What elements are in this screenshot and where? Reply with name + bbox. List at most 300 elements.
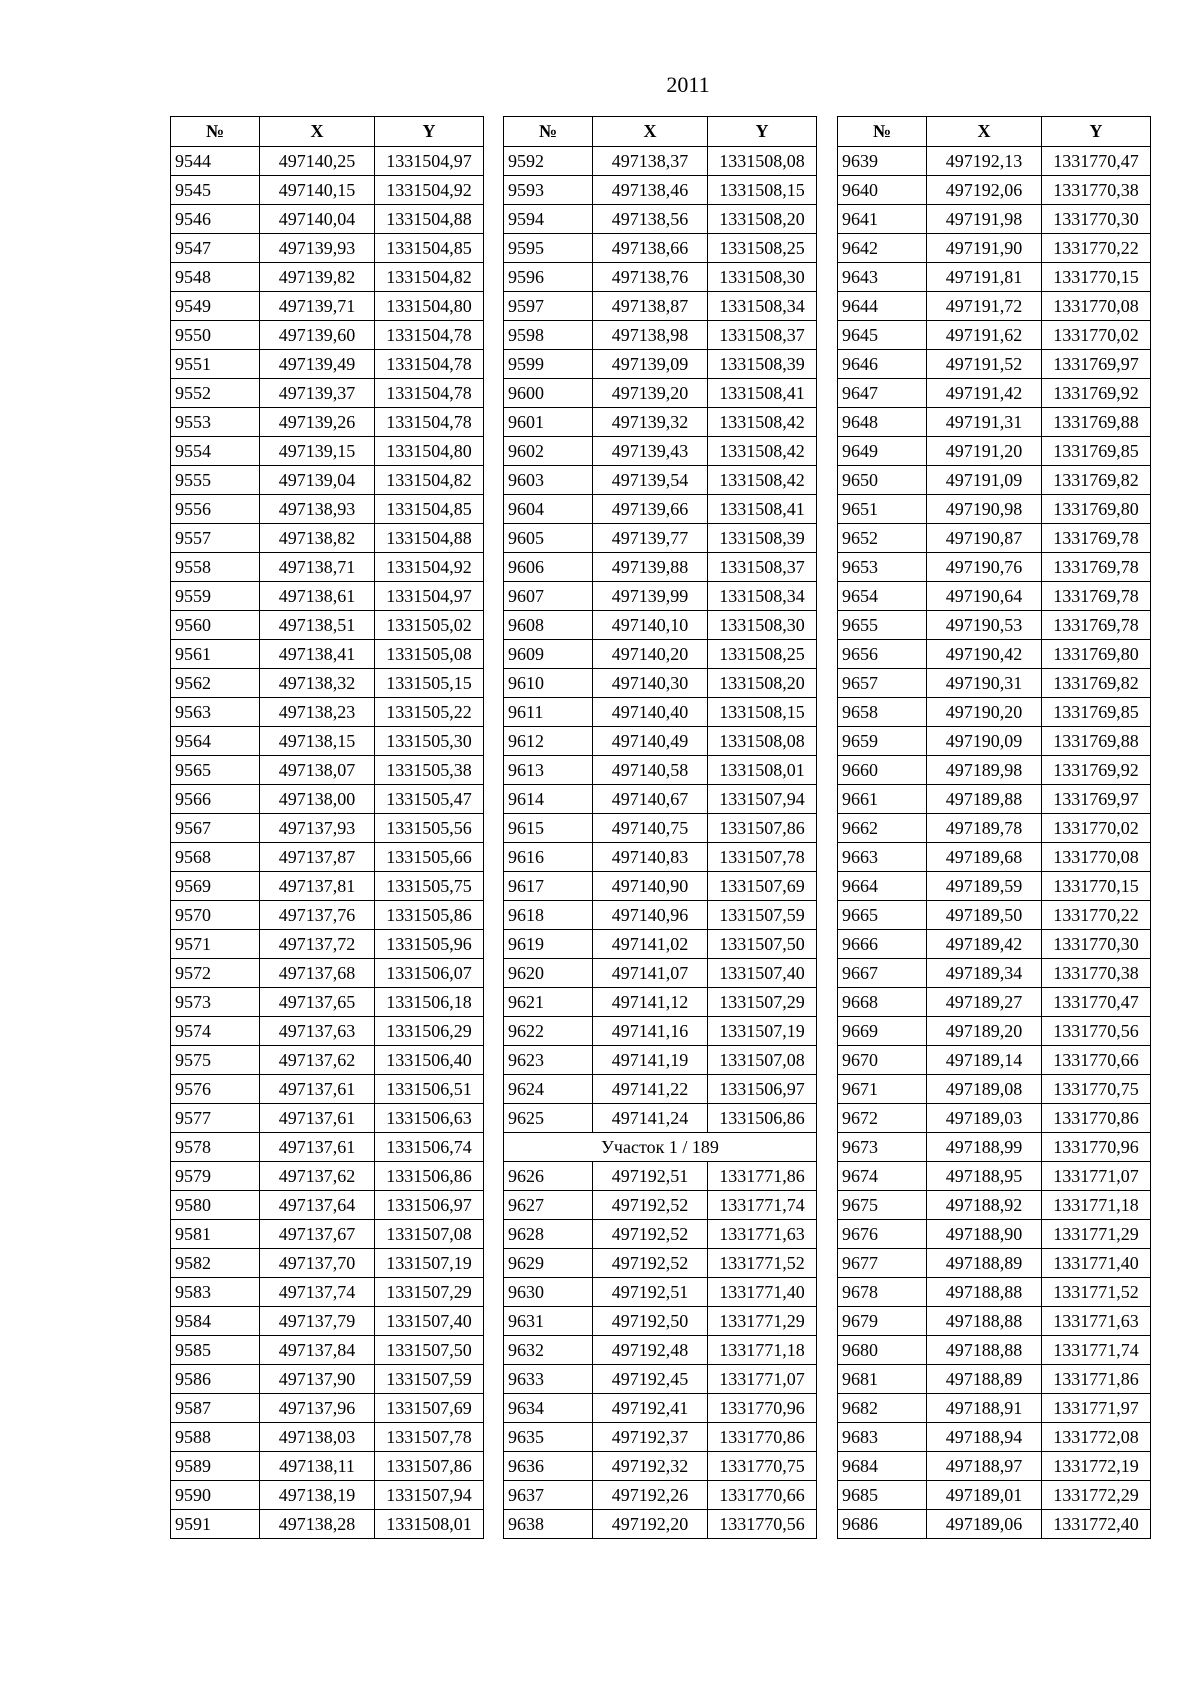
point-number-cell: 9551	[171, 350, 260, 379]
y-coordinate-cell: 1331505,02	[375, 611, 484, 640]
y-coordinate-cell: 1331771,18	[1042, 1191, 1151, 1220]
point-number-cell: 9644	[838, 292, 927, 321]
x-coordinate-cell: 497141,07	[593, 959, 708, 988]
point-number-cell: 9610	[504, 669, 593, 698]
table-row	[838, 321, 1151, 350]
x-coordinate-cell: 497140,10	[593, 611, 708, 640]
x-coordinate-cell: 497137,61	[260, 1104, 375, 1133]
table-row	[504, 350, 817, 379]
x-coordinate-cell: 497139,15	[260, 437, 375, 466]
y-coordinate-cell: 1331508,34	[708, 292, 817, 321]
column-header-y: Y	[375, 117, 484, 147]
y-coordinate-cell: 1331769,78	[1042, 524, 1151, 553]
table-row	[504, 437, 817, 466]
table-row	[504, 147, 817, 176]
y-coordinate-cell: 1331770,66	[708, 1481, 817, 1510]
y-coordinate-cell: 1331505,66	[375, 843, 484, 872]
point-number-cell: 9588	[171, 1423, 260, 1452]
y-coordinate-cell: 1331770,96	[1042, 1133, 1151, 1162]
point-number-cell: 9658	[838, 698, 927, 727]
y-coordinate-cell: 1331505,15	[375, 669, 484, 698]
x-coordinate-cell: 497139,54	[593, 466, 708, 495]
table-row	[171, 147, 484, 176]
table-header-row	[171, 117, 484, 147]
point-number-cell: 9590	[171, 1481, 260, 1510]
point-number-cell: 9573	[171, 988, 260, 1017]
point-number-cell: 9552	[171, 379, 260, 408]
table-row	[838, 1191, 1151, 1220]
point-number-cell: 9606	[504, 553, 593, 582]
y-coordinate-cell: 1331507,08	[708, 1046, 817, 1075]
x-coordinate-cell: 497140,75	[593, 814, 708, 843]
point-number-cell: 9583	[171, 1278, 260, 1307]
x-coordinate-cell: 497138,37	[593, 147, 708, 176]
point-number-cell: 9582	[171, 1249, 260, 1278]
table-row	[171, 1191, 484, 1220]
point-number-cell: 9558	[171, 553, 260, 582]
table-row	[504, 1249, 817, 1278]
table-row	[838, 234, 1151, 263]
y-coordinate-cell: 1331505,38	[375, 756, 484, 785]
y-coordinate-cell: 1331508,20	[708, 205, 817, 234]
point-number-cell: 9673	[838, 1133, 927, 1162]
x-coordinate-cell: 497188,97	[927, 1452, 1042, 1481]
point-number-cell: 9650	[838, 466, 927, 495]
table-row	[838, 988, 1151, 1017]
x-coordinate-cell: 497139,93	[260, 234, 375, 263]
table-row	[838, 814, 1151, 843]
point-number-cell: 9633	[504, 1365, 593, 1394]
point-number-cell: 9661	[838, 785, 927, 814]
point-number-cell: 9649	[838, 437, 927, 466]
table-row	[171, 176, 484, 205]
y-coordinate-cell: 1331770,30	[1042, 930, 1151, 959]
y-coordinate-cell: 1331505,56	[375, 814, 484, 843]
y-coordinate-cell: 1331507,59	[375, 1365, 484, 1394]
y-coordinate-cell: 1331504,78	[375, 408, 484, 437]
point-number-cell: 9564	[171, 727, 260, 756]
y-coordinate-cell: 1331769,92	[1042, 756, 1151, 785]
x-coordinate-cell: 497188,92	[927, 1191, 1042, 1220]
coordinates-table-1	[170, 116, 484, 1539]
x-coordinate-cell: 497139,04	[260, 466, 375, 495]
y-coordinate-cell: 1331504,80	[375, 437, 484, 466]
table-row	[504, 1075, 817, 1104]
x-coordinate-cell: 497192,32	[593, 1452, 708, 1481]
point-number-cell: 9604	[504, 495, 593, 524]
x-coordinate-cell: 497137,62	[260, 1162, 375, 1191]
column-header-number: №	[838, 117, 927, 147]
point-number-cell: 9632	[504, 1336, 593, 1365]
table-row	[171, 1162, 484, 1191]
table-row	[171, 524, 484, 553]
table-row	[838, 205, 1151, 234]
point-number-cell: 9545	[171, 176, 260, 205]
table-row	[171, 930, 484, 959]
y-coordinate-cell: 1331771,97	[1042, 1394, 1151, 1423]
table-row	[838, 930, 1151, 959]
x-coordinate-cell: 497137,62	[260, 1046, 375, 1075]
point-number-cell: 9646	[838, 350, 927, 379]
x-coordinate-cell: 497189,42	[927, 930, 1042, 959]
x-coordinate-cell: 497138,11	[260, 1452, 375, 1481]
y-coordinate-cell: 1331506,86	[375, 1162, 484, 1191]
table-row	[171, 669, 484, 698]
y-coordinate-cell: 1331770,75	[1042, 1075, 1151, 1104]
point-number-cell: 9555	[171, 466, 260, 495]
point-number-cell: 9589	[171, 1452, 260, 1481]
table-row	[504, 582, 817, 611]
point-number-cell: 9601	[504, 408, 593, 437]
x-coordinate-cell: 497189,59	[927, 872, 1042, 901]
point-number-cell: 9629	[504, 1249, 593, 1278]
y-coordinate-cell: 1331769,88	[1042, 408, 1151, 437]
y-coordinate-cell: 1331770,47	[1042, 147, 1151, 176]
y-coordinate-cell: 1331504,78	[375, 350, 484, 379]
table-row	[838, 350, 1151, 379]
table-row	[171, 553, 484, 582]
point-number-cell: 9619	[504, 930, 593, 959]
point-number-cell: 9664	[838, 872, 927, 901]
x-coordinate-cell: 497189,88	[927, 785, 1042, 814]
y-coordinate-cell: 1331771,29	[1042, 1220, 1151, 1249]
table-row	[171, 408, 484, 437]
table-row	[171, 843, 484, 872]
y-coordinate-cell: 1331504,80	[375, 292, 484, 321]
point-number-cell: 9643	[838, 263, 927, 292]
x-coordinate-cell: 497138,66	[593, 234, 708, 263]
table-row	[504, 553, 817, 582]
x-coordinate-cell: 497188,91	[927, 1394, 1042, 1423]
y-coordinate-cell: 1331772,08	[1042, 1423, 1151, 1452]
point-number-cell: 9574	[171, 1017, 260, 1046]
point-number-cell: 9651	[838, 495, 927, 524]
x-coordinate-cell: 497192,51	[593, 1278, 708, 1307]
x-coordinate-cell: 497192,51	[593, 1162, 708, 1191]
x-coordinate-cell: 497139,88	[593, 553, 708, 582]
y-coordinate-cell: 1331504,88	[375, 524, 484, 553]
x-coordinate-cell: 497192,06	[927, 176, 1042, 205]
point-number-cell: 9686	[838, 1510, 927, 1539]
x-coordinate-cell: 497191,98	[927, 205, 1042, 234]
table-row	[838, 843, 1151, 872]
x-coordinate-cell: 497192,41	[593, 1394, 708, 1423]
table-row	[504, 1481, 817, 1510]
x-coordinate-cell: 497141,24	[593, 1104, 708, 1133]
x-coordinate-cell: 497188,99	[927, 1133, 1042, 1162]
x-coordinate-cell: 497137,61	[260, 1133, 375, 1162]
column-header-y: Y	[708, 117, 817, 147]
y-coordinate-cell: 1331772,19	[1042, 1452, 1151, 1481]
y-coordinate-cell: 1331504,97	[375, 582, 484, 611]
table-row	[504, 1510, 817, 1539]
table-row	[838, 292, 1151, 321]
y-coordinate-cell: 1331769,78	[1042, 582, 1151, 611]
point-number-cell: 9622	[504, 1017, 593, 1046]
point-number-cell: 9599	[504, 350, 593, 379]
y-coordinate-cell: 1331507,50	[708, 930, 817, 959]
y-coordinate-cell: 1331771,74	[1042, 1336, 1151, 1365]
x-coordinate-cell: 497138,51	[260, 611, 375, 640]
point-number-cell: 9662	[838, 814, 927, 843]
x-coordinate-cell: 497137,64	[260, 1191, 375, 1220]
section-header-row	[504, 1133, 817, 1162]
table-row	[838, 1423, 1151, 1452]
table-row	[171, 727, 484, 756]
x-coordinate-cell: 497138,93	[260, 495, 375, 524]
x-coordinate-cell: 497139,26	[260, 408, 375, 437]
table-row	[171, 321, 484, 350]
point-number-cell: 9580	[171, 1191, 260, 1220]
table-row	[504, 1307, 817, 1336]
y-coordinate-cell: 1331771,63	[1042, 1307, 1151, 1336]
x-coordinate-cell: 497189,78	[927, 814, 1042, 843]
point-number-cell: 9562	[171, 669, 260, 698]
table-row	[504, 698, 817, 727]
table-header-row	[504, 117, 817, 147]
y-coordinate-cell: 1331508,15	[708, 176, 817, 205]
table-row	[838, 1104, 1151, 1133]
x-coordinate-cell: 497190,87	[927, 524, 1042, 553]
y-coordinate-cell: 1331508,01	[375, 1510, 484, 1539]
x-coordinate-cell: 497139,43	[593, 437, 708, 466]
table-row	[504, 959, 817, 988]
x-coordinate-cell: 497139,20	[593, 379, 708, 408]
y-coordinate-cell: 1331506,18	[375, 988, 484, 1017]
point-number-cell: 9544	[171, 147, 260, 176]
column-header-x: X	[927, 117, 1042, 147]
table-row	[171, 1075, 484, 1104]
point-number-cell: 9607	[504, 582, 593, 611]
point-number-cell: 9638	[504, 1510, 593, 1539]
table-row	[838, 495, 1151, 524]
y-coordinate-cell: 1331771,86	[708, 1162, 817, 1191]
x-coordinate-cell: 497192,20	[593, 1510, 708, 1539]
point-number-cell: 9645	[838, 321, 927, 350]
x-coordinate-cell: 497138,71	[260, 553, 375, 582]
x-coordinate-cell: 497192,52	[593, 1220, 708, 1249]
x-coordinate-cell: 497138,46	[593, 176, 708, 205]
table-row	[171, 611, 484, 640]
table-row	[838, 669, 1151, 698]
y-coordinate-cell: 1331508,25	[708, 640, 817, 669]
table-row	[838, 582, 1151, 611]
point-number-cell: 9683	[838, 1423, 927, 1452]
x-coordinate-cell: 497189,14	[927, 1046, 1042, 1075]
column-header-x: X	[593, 117, 708, 147]
point-number-cell: 9578	[171, 1133, 260, 1162]
y-coordinate-cell: 1331771,07	[1042, 1162, 1151, 1191]
y-coordinate-cell: 1331770,15	[1042, 872, 1151, 901]
point-number-cell: 9556	[171, 495, 260, 524]
x-coordinate-cell: 497139,66	[593, 495, 708, 524]
x-coordinate-cell: 497192,48	[593, 1336, 708, 1365]
y-coordinate-cell: 1331771,40	[1042, 1249, 1151, 1278]
y-coordinate-cell: 1331505,96	[375, 930, 484, 959]
x-coordinate-cell: 497191,90	[927, 234, 1042, 263]
point-number-cell: 9557	[171, 524, 260, 553]
table-row	[504, 1191, 817, 1220]
point-number-cell: 9561	[171, 640, 260, 669]
point-number-cell: 9567	[171, 814, 260, 843]
y-coordinate-cell: 1331770,56	[708, 1510, 817, 1539]
point-number-cell: 9671	[838, 1075, 927, 1104]
x-coordinate-cell: 497140,40	[593, 698, 708, 727]
point-number-cell: 9665	[838, 901, 927, 930]
point-number-cell: 9550	[171, 321, 260, 350]
x-coordinate-cell: 497190,42	[927, 640, 1042, 669]
y-coordinate-cell: 1331506,63	[375, 1104, 484, 1133]
table-row	[171, 466, 484, 495]
table-row	[838, 611, 1151, 640]
column-header-number: №	[171, 117, 260, 147]
x-coordinate-cell: 497137,61	[260, 1075, 375, 1104]
table-row	[171, 988, 484, 1017]
y-coordinate-cell: 1331769,88	[1042, 727, 1151, 756]
point-number-cell: 9571	[171, 930, 260, 959]
y-coordinate-cell: 1331772,40	[1042, 1510, 1151, 1539]
x-coordinate-cell: 497137,63	[260, 1017, 375, 1046]
point-number-cell: 9635	[504, 1423, 593, 1452]
point-number-cell: 9615	[504, 814, 593, 843]
table-row	[171, 1133, 484, 1162]
y-coordinate-cell: 1331505,86	[375, 901, 484, 930]
point-number-cell: 9616	[504, 843, 593, 872]
y-coordinate-cell: 1331770,96	[708, 1394, 817, 1423]
point-number-cell: 9572	[171, 959, 260, 988]
y-coordinate-cell: 1331506,40	[375, 1046, 484, 1075]
y-coordinate-cell: 1331504,85	[375, 234, 484, 263]
point-number-cell: 9565	[171, 756, 260, 785]
point-number-cell: 9626	[504, 1162, 593, 1191]
y-coordinate-cell: 1331507,59	[708, 901, 817, 930]
x-coordinate-cell: 497141,19	[593, 1046, 708, 1075]
x-coordinate-cell: 497190,98	[927, 495, 1042, 524]
point-number-cell: 9628	[504, 1220, 593, 1249]
table-row	[838, 1133, 1151, 1162]
table-row	[838, 1452, 1151, 1481]
y-coordinate-cell: 1331507,69	[375, 1394, 484, 1423]
x-coordinate-cell: 497192,50	[593, 1307, 708, 1336]
table-row	[171, 1278, 484, 1307]
y-coordinate-cell: 1331508,30	[708, 611, 817, 640]
table-row	[171, 1365, 484, 1394]
y-coordinate-cell: 1331506,97	[375, 1191, 484, 1220]
point-number-cell: 9667	[838, 959, 927, 988]
x-coordinate-cell: 497189,50	[927, 901, 1042, 930]
point-number-cell: 9672	[838, 1104, 927, 1133]
point-number-cell: 9593	[504, 176, 593, 205]
x-coordinate-cell: 497137,81	[260, 872, 375, 901]
y-coordinate-cell: 1331507,19	[708, 1017, 817, 1046]
point-number-cell: 9639	[838, 147, 927, 176]
table-row	[838, 756, 1151, 785]
x-coordinate-cell: 497138,82	[260, 524, 375, 553]
table-row	[838, 1394, 1151, 1423]
point-number-cell: 9659	[838, 727, 927, 756]
y-coordinate-cell: 1331507,86	[708, 814, 817, 843]
y-coordinate-cell: 1331770,22	[1042, 234, 1151, 263]
y-coordinate-cell: 1331504,97	[375, 147, 484, 176]
y-coordinate-cell: 1331771,52	[708, 1249, 817, 1278]
table-row	[838, 379, 1151, 408]
table-row	[838, 1307, 1151, 1336]
table-row	[838, 437, 1151, 466]
table-row	[838, 466, 1151, 495]
table-row	[504, 1017, 817, 1046]
x-coordinate-cell: 497138,23	[260, 698, 375, 727]
x-coordinate-cell: 497188,90	[927, 1220, 1042, 1249]
y-coordinate-cell: 1331508,41	[708, 379, 817, 408]
point-number-cell: 9546	[171, 205, 260, 234]
point-number-cell: 9609	[504, 640, 593, 669]
y-coordinate-cell: 1331507,40	[708, 959, 817, 988]
column-header-number: №	[504, 117, 593, 147]
table-row	[504, 930, 817, 959]
point-number-cell: 9684	[838, 1452, 927, 1481]
x-coordinate-cell: 497137,65	[260, 988, 375, 1017]
table-row	[504, 1220, 817, 1249]
point-number-cell: 9621	[504, 988, 593, 1017]
y-coordinate-cell: 1331507,69	[708, 872, 817, 901]
point-number-cell: 9614	[504, 785, 593, 814]
x-coordinate-cell: 497188,94	[927, 1423, 1042, 1452]
table-row	[171, 1394, 484, 1423]
table-row	[838, 785, 1151, 814]
x-coordinate-cell: 497191,20	[927, 437, 1042, 466]
point-number-cell: 9634	[504, 1394, 593, 1423]
x-coordinate-cell: 497138,87	[593, 292, 708, 321]
y-coordinate-cell: 1331770,66	[1042, 1046, 1151, 1075]
x-coordinate-cell: 497138,56	[593, 205, 708, 234]
point-number-cell: 9554	[171, 437, 260, 466]
point-number-cell: 9596	[504, 263, 593, 292]
x-coordinate-cell: 497191,62	[927, 321, 1042, 350]
point-number-cell: 9617	[504, 872, 593, 901]
x-coordinate-cell: 497137,87	[260, 843, 375, 872]
point-number-cell: 9576	[171, 1075, 260, 1104]
table-row	[838, 901, 1151, 930]
x-coordinate-cell: 497188,88	[927, 1307, 1042, 1336]
table-row	[838, 959, 1151, 988]
table-row	[171, 1220, 484, 1249]
x-coordinate-cell: 497137,90	[260, 1365, 375, 1394]
y-coordinate-cell: 1331769,92	[1042, 379, 1151, 408]
y-coordinate-cell: 1331508,15	[708, 698, 817, 727]
point-number-cell: 9660	[838, 756, 927, 785]
x-coordinate-cell: 497139,37	[260, 379, 375, 408]
x-coordinate-cell: 497189,01	[927, 1481, 1042, 1510]
x-coordinate-cell: 497141,16	[593, 1017, 708, 1046]
table-row	[504, 988, 817, 1017]
y-coordinate-cell: 1331770,86	[708, 1423, 817, 1452]
y-coordinate-cell: 1331506,07	[375, 959, 484, 988]
point-number-cell: 9618	[504, 901, 593, 930]
y-coordinate-cell: 1331770,15	[1042, 263, 1151, 292]
x-coordinate-cell: 497138,41	[260, 640, 375, 669]
table-row	[504, 1423, 817, 1452]
table-row	[504, 1394, 817, 1423]
x-coordinate-cell: 497188,88	[927, 1336, 1042, 1365]
x-coordinate-cell: 497192,37	[593, 1423, 708, 1452]
x-coordinate-cell: 497191,81	[927, 263, 1042, 292]
y-coordinate-cell: 1331508,37	[708, 321, 817, 350]
table-row	[838, 1510, 1151, 1539]
y-coordinate-cell: 1331769,97	[1042, 785, 1151, 814]
y-coordinate-cell: 1331508,41	[708, 495, 817, 524]
y-coordinate-cell: 1331770,02	[1042, 814, 1151, 843]
y-coordinate-cell: 1331769,80	[1042, 640, 1151, 669]
